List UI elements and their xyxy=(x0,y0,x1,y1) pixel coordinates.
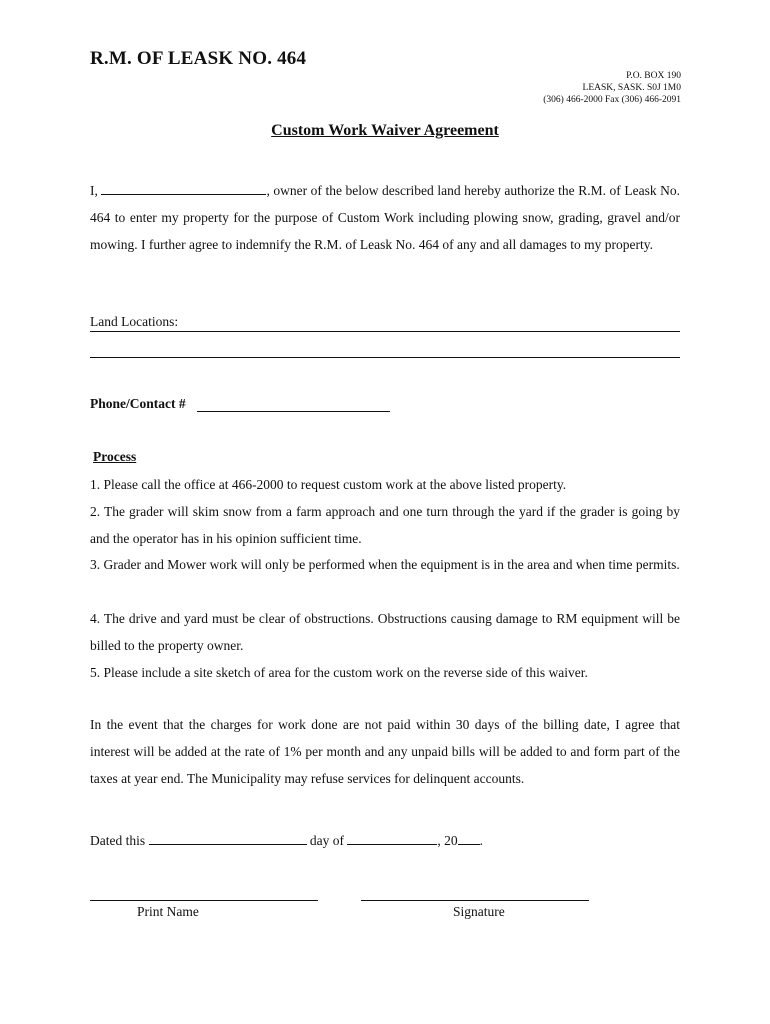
process-step-5: 5. Please include a site sketch of area for the custom work on the reverse side of this waiver. xyxy=(90,665,588,680)
land-locations-line-2[interactable] xyxy=(90,357,680,358)
phone-contact-field[interactable] xyxy=(197,411,390,412)
address-po-box: P.O. BOX 190 xyxy=(626,71,681,81)
process-heading: Process xyxy=(93,449,137,464)
organization-title: R.M. OF LEASK NO. 464 xyxy=(90,48,307,69)
address-phone-fax: (306) 466-2000 Fax (306) 466-2091 xyxy=(543,95,681,105)
dated-month-blank[interactable] xyxy=(347,832,437,845)
land-locations-underline xyxy=(90,331,680,332)
address-city: LEASK, SASK. S0J 1M0 xyxy=(582,83,681,93)
print-name-line[interactable] xyxy=(90,900,318,901)
phone-contact-label: Phone/Contact # xyxy=(90,396,186,411)
process-step-4: 4. The drive and yard must be clear of obstructions. Obstructions causing damage to RM equipment will be billed to the property owner. xyxy=(90,611,680,653)
dated-prefix: Dated this xyxy=(90,833,146,848)
process-step-1: 1. Please call the office at 466-2000 to request custom work at the above listed property. xyxy=(90,477,567,492)
dated-day-of: day of xyxy=(309,833,344,848)
dated-year-blank[interactable] xyxy=(458,832,480,845)
land-locations-label: Land Locations: xyxy=(90,314,179,329)
dated-year-prefix: , 20 xyxy=(437,833,458,848)
signature-line[interactable] xyxy=(361,900,589,901)
intro-text: , owner of the below described land hereby authorize the R.M. of Leask No. 464 to enter my property for the purpose of Custom Work including plowing snow, grading, gravel and/or mowing. I further agree to indemnify the R.M. of Leask No. 464 of any and all damages to my property. xyxy=(90,183,681,252)
document-title-text: Custom Work Waiver Agreement xyxy=(271,122,499,139)
dated-line xyxy=(90,832,483,849)
signature-label: Signature xyxy=(453,904,505,919)
owner-name-blank[interactable] xyxy=(101,182,266,195)
process-step-3: 3. Grader and Mower work will only be performed when the equipment is in the area and when time permits. xyxy=(90,557,680,572)
intro-prefix: I, xyxy=(90,183,98,198)
dated-period: . xyxy=(479,833,483,848)
dated-day-blank[interactable] xyxy=(149,832,307,845)
print-name-label: Print Name xyxy=(137,904,199,919)
interest-paragraph: In the event that the charges for work done are not paid within 30 days of the billing date, I agree that interest will be added at the rate of 1% per month and any unpaid bills will be added to and form part of the taxes at year end. The Municipality may refuse services for delinquent accounts. xyxy=(90,717,680,786)
document-title xyxy=(0,122,770,140)
process-step-2: 2. The grader will skim snow from a farm approach and one turn through the yard if the grader is going by and the operator has in his opinion sufficient time. xyxy=(90,504,680,546)
authorization-paragraph xyxy=(90,177,680,258)
